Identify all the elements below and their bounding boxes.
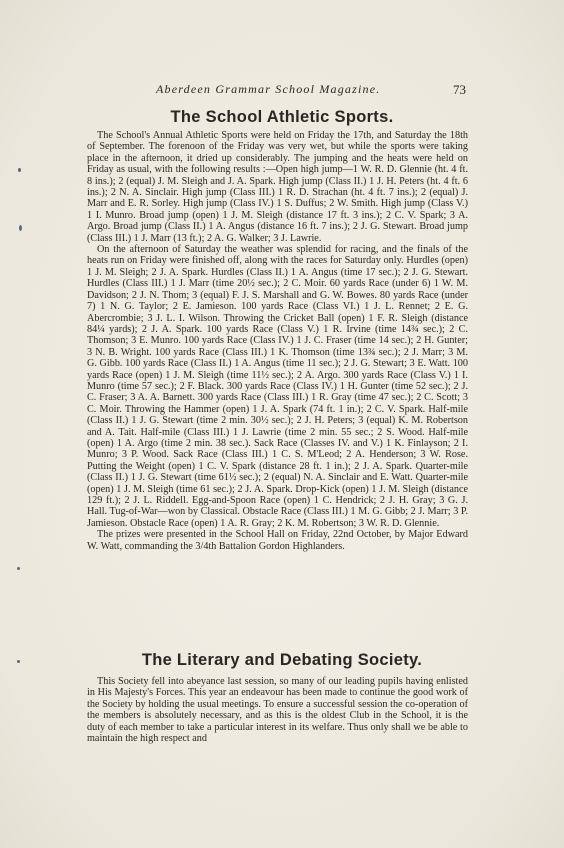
paper-speck <box>17 660 20 663</box>
section-title-literary-society: The Literary and Debating Society. <box>141 651 423 669</box>
article-paragraph: On the afternoon of Saturday the weather was splendid for racing, and the finals of the heats run on Friday were finished off, along with the races for Saturday only. Hurdles (open) 1 J. M. Sleigh; 2 J. A. Spark. Hurdles (Class II.) 1 A. Angus (time 17 sec.); 2 J. G. Stewart. Hurdles (Class III.) 1 J. Marr (time 20½ sec.); 2 C. Moir. 60 yards Race (under 6) 1 W. M. Davidson; 2 J. N. Thom; 3 (equal) F. J. S. Marshall and G. W. Bowes. 80 yards Race (under 7) 1 N. G. Taylor; 2 E. Jamieson. 100 yards Race (Class VI.) 1 J. L. Rennet; 2 E. G. Abercrombie; 3 J. L. I. Wilson. Throwing the Cricket Ball (open) 1 F. R. Sleigh (distance 84¼ yards); 2 J. A. Spark. 100 yards Race (Class V.) 1 R. Irvine (time 14¾ sec.); 2 C. Thomson; 3 E. Munro. 100 yards Race (Class IV.) 1 J. C. Fraser (time 14 sec.); 2 H. Gunter; 3 N. B. Wright. 100 yards Race (Class III.) 1 K. Thomson (time 13¾ sec.); 2 J. Marr; 3 M. G. Gibb. 100 yards Race (Class II.) 1 A. Angus (time 11 sec.); 2 J. G. Stewart; 3 E. Watt. 100 yards Race (open) 1 J. M. Sleigh (time 11½ sec.); 2 A. Argo. 300 yards Race (Class V.) 1 I. Munro (time 57 sec.); 2 F. Black. 300 yards Race (Class IV.) 1 H. Gunter (time 52 sec.); 2 J. C. Fraser; 3 A. A. Barnett. 300 yards Race (Class III.) 1 R. Gray (time 47 sec.); 2 C. Scott; 3 C. Moir. Throwing the Hammer (open) 1 J. A. Spark (74 ft. 1 in.); 2 C. V. Spark. Half-mile (Class II.) 1 J. G. Stewart (time 2 min. 30½ sec.); 2 J. H. Peters; 3 (equal) K. M. Robertson and A. Tait. Half-mile (Class III.) 1 J. Lawrie (time 2 min. 55 sec.; 2 S. Wood. Half-mile (open) 1 A. Argo (time 2 min. 38 sec.). Sack Race (Classes IV. and V.) 1 K. Finlayson; 2 I. Munro; 3 P. Wood. Sack Race (Class III.) 1 C. S. M'Leod; 2 A. Henderson; 3 W. Rose. Putting the Weight (open) 1 C. V. Spark (distance 28 ft. 1 in.); 2 J. A. Spark. Quarter-mile (Class II.) 1 J. G. Stewart (time 61½ sec.); 2 (equal) N. A. Sinclair and E. Watt. Quarter-mile (open) 1 J. M. Sleigh (time 61 sec.); 2 J. A. Spark. Drop-Kick (open) 1 J. M. Sleigh (distance 129 ft.); 2 J. L. Riddell. Egg-and-Spoon Race (open) 1 C. Hendrick; 2 J. H. Gray; 3 G. J. Hall. Tug-of-War—won by Classical. Obstacle Race (Class III.) 1 M. G. Gibb; 2 J. Marr; 3 P. Jamieson. Obstacle Race (open) 1 A. R. Gray; 2 K. M. Robertson; 3 W. R. D. Glennie. <box>87 244 468 529</box>
page-number: 73 <box>453 82 466 97</box>
running-header <box>90 82 466 98</box>
section-title-athletic-sports: The School Athletic Sports. <box>170 108 394 126</box>
running-title: Aberdeen Grammar School Magazine. <box>156 82 381 96</box>
article-paragraph: The School's Annual Athletic Sports were held on Friday the 17th, and Saturday the 18th of September. The forenoon of the Friday was very wet, but while the sports were taking place in the afternoon, it dried up considerably. The jumping and the heats were held on Friday as usual, with the following results :—Open high jump—1 W. R. D. Glennie (ht. 4 ft. 8 ins.); 2 (equal) J. M. Sleigh and J. A. Spark. High jump (Class II.) 1 J. H. Peters (ht. 4 ft. 6 ins.); 2 N. A. Sinclair. High jump (Class III.) 1 R. D. Strachan (ht. 4 ft. 7 ins.); 2 (equal) J. Marr and E. R. Sorley. High jump (Class IV.) 1 S. Duffus; 2 W. Smith. High jump (Class V.) 1 I. Munro. Broad jump (open) 1 J. M. Sleigh (distance 17 ft. 3 ins.); 2 C. V. Spark; 3 A. Argo. Broad jump (Class II.) 1 A. Angus (distance 16 ft. 7 ins.); 2 J. G. Stewart. Broad jump (Class III.) 1 J. Marr (13 ft.); 2 A. G. Walker; 3 J. Lawrie. <box>87 130 468 244</box>
article-paragraph: This Society fell into abeyance last session, so many of our leading pupils having enlisted in His Majesty's Forces. This year an endeavour has been made to continue the good work of the Society by holding the usual meetings. To ensure a successful session the co-operation of the members is absolutely necessary, and as this is the oldest Club in the School, it is the duty of each member to take a particular interest in its welfare. Thus only shall we be able to maintain the high respect and <box>87 676 468 745</box>
paper-speck <box>19 225 22 231</box>
literary-society-article <box>87 676 468 744</box>
athletic-sports-article <box>87 130 468 552</box>
paper-speck <box>17 567 20 570</box>
paper-speck <box>18 168 21 172</box>
article-paragraph: The prizes were presented in the School Hall on Friday, 22nd October, by Major Edward W. Watt, commanding the 3/4th Battalion Gordon Highlanders. <box>87 529 468 552</box>
